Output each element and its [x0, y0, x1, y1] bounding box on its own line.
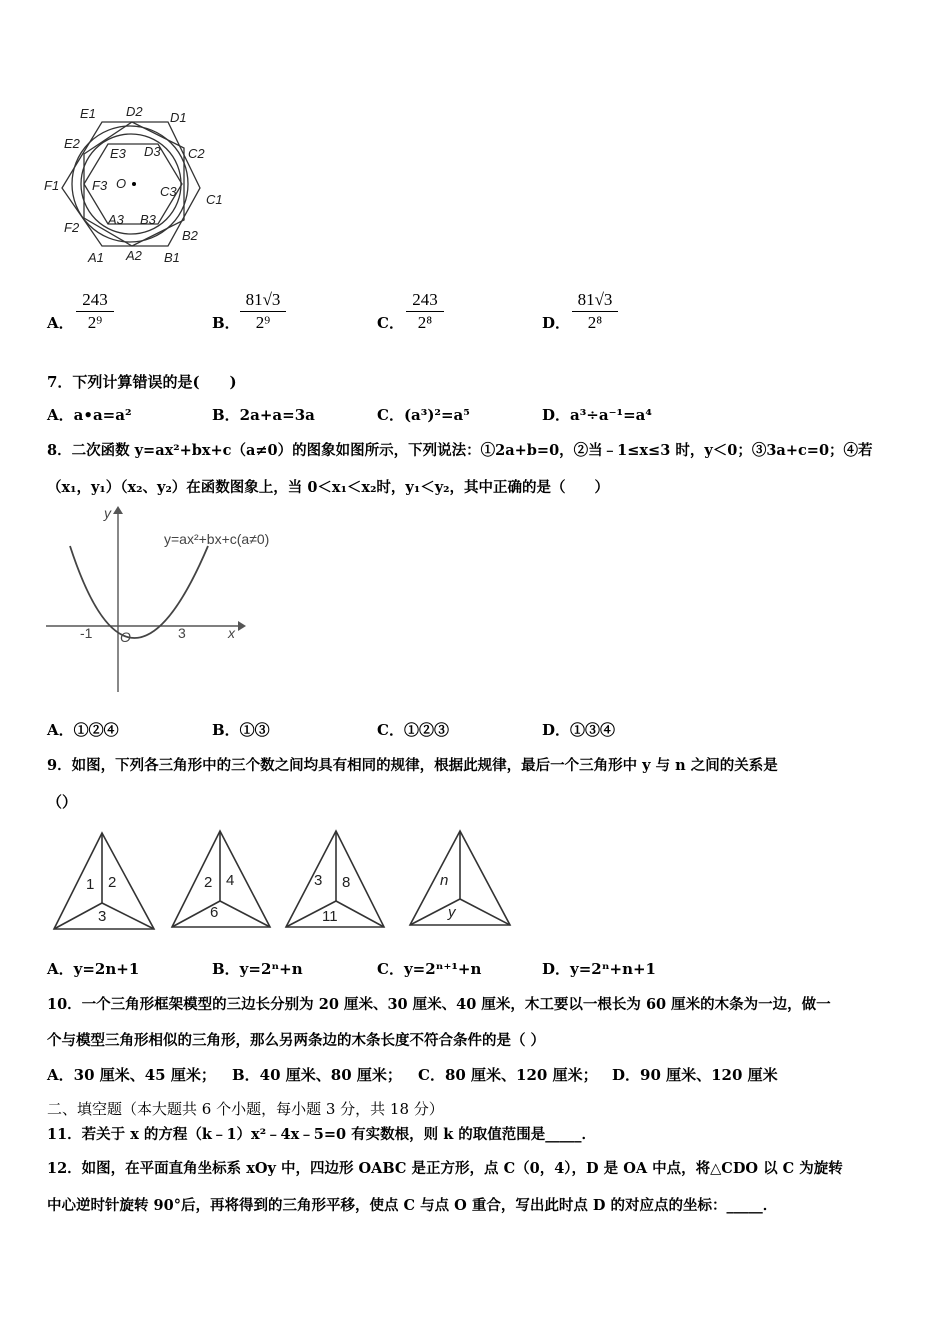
label-F2: F2	[64, 220, 80, 235]
q9-option-d[interactable]: D．y=2ⁿ+n+1	[542, 960, 656, 978]
q6-option-d-fraction[interactable]	[572, 290, 618, 333]
section-2-heading: 二、填空题（本大题共 6 个小题，每小题 3 分，共 18 分）	[47, 1100, 444, 1118]
label-F3: F3	[92, 178, 108, 193]
label-C2: C2	[188, 146, 205, 161]
q6-a-denominator: 2⁹	[87, 313, 103, 332]
label-B2: B2	[182, 228, 198, 243]
q8-line-1: 8．二次函数 y=ax²+bx+c（a≠0）的图象如图所示，下列说法：①2a+b=0，②当﹣1≤x≤3 时，y＜0；③3a+c=0；④若	[47, 442, 873, 459]
triangle-3-right: 8	[342, 874, 351, 891]
outer-hexagon	[62, 122, 200, 246]
q9-option-b[interactable]: B．y=2ⁿ+n	[212, 960, 303, 978]
q6-b-denominator: 2⁹	[255, 313, 271, 332]
triangle-3-left: 3	[314, 872, 323, 889]
q12-line-1: 12．如图，在平面直角坐标系 xOy 中，四边形 OABC 是正方形，点 C（0，4），D 是 OA 中点，将△CDO 以 C 为旋转	[47, 1160, 843, 1177]
q7-option-b[interactable]: B．2a+a=3a	[212, 406, 315, 424]
q11-text: 11．若关于 x 的方程（k﹣1）x²﹣4x﹣5=0 有实数根，则 k 的取值范围是_____．	[47, 1126, 597, 1143]
q8-option-d[interactable]: D．①③④	[542, 721, 616, 739]
label-A1: A1	[88, 250, 104, 265]
q6-option-b-letter[interactable]: B．	[212, 314, 240, 332]
origin-label: O	[120, 629, 131, 645]
triangle-2-bottom: 6	[210, 904, 219, 921]
q8-line-2: （x₁，y₁）（x₂、y₂）在函数图象上，当 0＜x₁＜x₂时，y₁＜y₂，其中正确的是（ ）	[47, 479, 609, 496]
q6-d-numerator: 81√3	[577, 290, 613, 309]
label-E3: E3	[110, 146, 126, 161]
q6-a-numerator: 243	[82, 290, 108, 309]
q10-line-2: 个与模型三角形相似的三角形，那么另两条边的木条长度不符合条件的是（ ）	[47, 1032, 546, 1049]
label-C3: C3	[160, 184, 177, 199]
triangles-figure	[50, 825, 520, 935]
q6-b-numerator: 81√3	[245, 290, 281, 309]
fraction-bar	[240, 311, 286, 312]
q6-c-numerator: 243	[412, 290, 438, 309]
q9-line-2: （）	[47, 793, 78, 811]
q7-option-c[interactable]: C．(a³)²=a⁵	[377, 406, 470, 424]
center-point	[132, 182, 136, 186]
q8-option-b[interactable]: B．①③	[212, 721, 270, 739]
q6-d-denominator: 2⁸	[587, 313, 603, 332]
label-E2: E2	[64, 136, 80, 151]
label-B1: B1	[164, 250, 180, 265]
label-C1: C1	[206, 192, 223, 207]
triangle-4-left: n	[440, 872, 449, 889]
equation-label: y=ax²+bx+c(a≠0)	[164, 531, 270, 547]
root-label-1: -1	[80, 625, 93, 641]
q6-option-b-fraction[interactable]	[240, 290, 286, 333]
fraction-bar	[406, 311, 444, 312]
q10-option-a[interactable]: A．30 厘米、45 厘米；	[47, 1066, 216, 1084]
label-D1: D1	[170, 110, 187, 125]
q7-text: 7．下列计算错误的是( )	[47, 373, 237, 391]
label-B3: B3	[140, 212, 156, 227]
q12-line-2: 中心逆时针旋转 90°后，再将得到的三角形平移，使点 C 与点 O 重合，写出此时点 D 的对应点的坐标：_____．	[47, 1197, 778, 1214]
q7-option-d[interactable]: D．a³÷a⁻¹=a⁴	[542, 406, 652, 424]
q9-option-c[interactable]: C．y=2ⁿ⁺¹+n	[377, 960, 482, 978]
q8-option-c[interactable]: C．①②③	[377, 721, 449, 739]
parabola-graph	[40, 500, 300, 700]
q10-option-d[interactable]: D．90 厘米、120 厘米	[612, 1066, 778, 1084]
q6-option-c-letter[interactable]: C．	[377, 314, 404, 332]
hexagon-figure	[40, 100, 230, 270]
triangle-1-left: 1	[86, 876, 95, 893]
triangle-1-bottom: 3	[98, 908, 107, 925]
label-D2: D2	[126, 104, 143, 119]
label-A2: A2	[126, 248, 142, 263]
y-axis-arrow	[113, 506, 123, 514]
q9-option-a[interactable]: A．y=2n+1	[47, 960, 140, 978]
triangle-1-right: 2	[108, 874, 117, 891]
triangle-3-bottom: 11	[322, 908, 338, 925]
q6-option-a-fraction[interactable]	[76, 290, 114, 333]
triangle-2-left: 2	[204, 874, 213, 891]
label-E1: E1	[80, 106, 96, 121]
q6-option-a-letter[interactable]: A．	[47, 314, 74, 332]
y-axis-label: y	[104, 505, 111, 521]
q8-option-a[interactable]: A．①②④	[47, 721, 119, 739]
x-axis-label: x	[228, 625, 235, 641]
triangle-2-right: 4	[226, 872, 235, 889]
q10-line-1: 10．一个三角形框架模型的三边长分别为 20 厘米、30 厘米、40 厘米，木工要以一根长为 60 厘米的木条为一边，做一	[47, 996, 831, 1013]
q6-option-d-letter[interactable]: D．	[542, 314, 571, 332]
label-F1: F1	[44, 178, 60, 193]
x-axis-arrow	[238, 621, 246, 631]
label-O: O	[116, 176, 127, 191]
fraction-bar	[76, 311, 114, 312]
q9-line-1: 9．如图，下列各三角形中的三个数之间均具有相同的规律，根据此规律，最后一个三角形中 y 与 n 之间的关系是	[47, 757, 778, 774]
label-A3: A3	[108, 212, 124, 227]
triangle-4	[410, 831, 510, 925]
q10-option-c[interactable]: C．80 厘米、120 厘米；	[418, 1066, 598, 1084]
triangle-4-bottom: y	[448, 904, 456, 921]
root-label-2: 3	[178, 625, 186, 641]
label-D3: D3	[144, 144, 161, 159]
triangle-2	[172, 831, 270, 927]
q10-option-b[interactable]: B．40 厘米、80 厘米；	[232, 1066, 402, 1084]
fraction-bar	[572, 311, 618, 312]
q6-c-denominator: 2⁸	[417, 313, 433, 332]
q6-option-c-fraction[interactable]	[406, 290, 444, 333]
q7-option-a[interactable]: A．a•a=a²	[47, 406, 132, 424]
